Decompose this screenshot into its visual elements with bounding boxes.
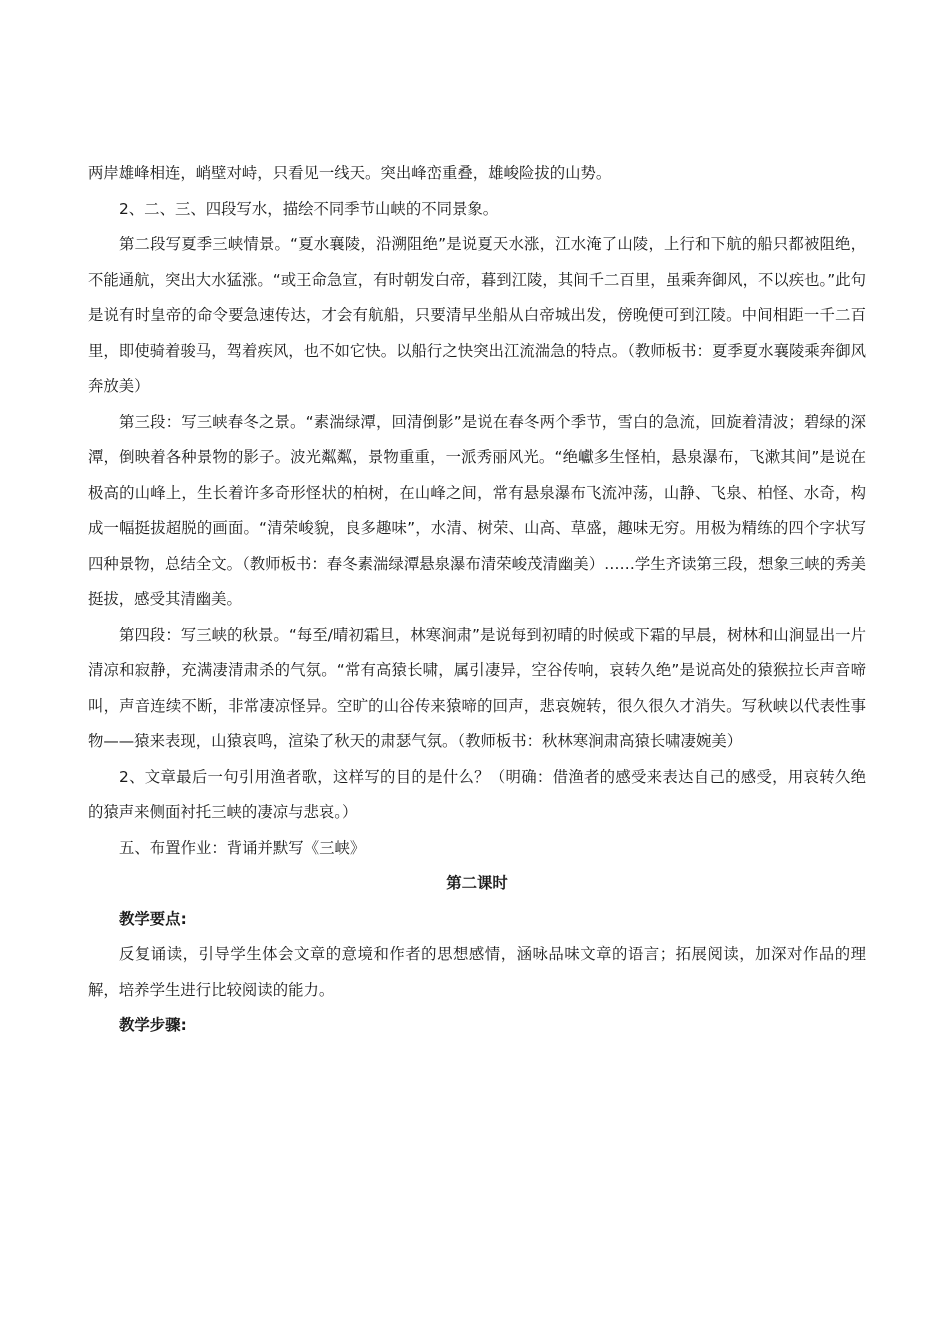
paragraph-water-intro: 2、二、三、四段写水，描绘不同季节山峡的不同景象。 [119,199,499,218]
paragraph-mountains: 两岸雄峰相连，峭壁对峙，只看见一线天。突出峰峦重叠，雄峻险拔的山势。 [88,164,612,182]
paragraph-spring-winter: 第三段：写三峡春冬之景。“素湍绿潭，回清倒影”是说在春冬两个季节，雪白的急流，回旋着清波；碧绿的深潭，倒映着各种景物的影子。波光粼粼，景物重重，一派秀丽风光。“绝巘多生怪柏，悬泉瀑布，飞漱其间”是说在极高的山峰上，生长着许多奇形怪状的柏树，在山峰之间，常有悬泉瀑布飞流冲荡，山静、飞泉、柏怪、水奇，构成一幅挺拔超脱的画面。“清荣峻貌，良多趣味”，水清、树荣、山高、草盛，趣味无穷。用极为精练的四个字状写四种景物，总结全文。（教师板书：春冬素湍绿潭悬泉瀑布清荣峻茂清幽美）……学生齐读第三段，想象三峡的秀美挺拔，感受其清幽美。 [88,412,866,608]
key-points-text: 反复诵读，引导学生体会文章的意境和作者的思想感情，涵咏品味文章的语言；拓展阅读，加深对作品的理解，培养学生进行比较阅读的能力。 [88,945,866,999]
paragraph-autumn: 第四段：写三峡的秋景。“每至/晴初霜旦，林寒涧肃”是说每到初晴的时候或下霜的早晨，树林和山涧显出一片清凉和寂静，充满凄清肃杀的气氛。“常有高猿长啸，属引凄异，空谷传响，哀转久绝”是说高处的猿猴拉长声音啼叫，声音连续不断，非常凄凉怪异。空旷的山谷传来猿啼的回声，悲哀婉转，很久很久才消失。写秋峡以代表性事物——猿来表现，山猿哀鸣，渲染了秋天的肃瑟气氛。（教师板书：秋林寒涧肃高猿长啸凄婉美） [88,625,866,750]
steps-label: 教学步骤: [119,1016,187,1034]
section-title: 第二课时 [446,874,508,892]
paragraph-fisher-song: 2、文章最后一句引用渔者歌，这样写的目的是什么？（明确：借渔者的感受来表达自己的感受，用哀转久绝的猿声来侧面衬托三峡的凄凉与悲哀。） [88,767,866,821]
document-page [88,156,866,1044]
paragraph-summer: 第二段写夏季三峡情景。“夏水襄陵，沿溯阻绝”是说夏天水涨，江水淹了山陵，上行和下航的船只都被阻绝，不能通航，突出大水猛涨。“或王命急宣，有时朝发白帝，暮到江陵，其间千二百里，虽乘奔御风，不以疾也。”此句是说有时皇帝的命令要急速传达，才会有航船，只要清早坐船从白帝城出发，傍晚便可到江陵。中间相距一千二百里，即使骑着骏马，驾着疾风，也不如它快。以船行之快突出江流湍急的特点。（教师板书：夏季夏水襄陵乘奔御风奔放美） [88,235,866,395]
key-points-label: 教学要点: [119,909,187,928]
paragraph-homework: 五、布置作业：背诵并默写《三峡》 [119,838,366,857]
